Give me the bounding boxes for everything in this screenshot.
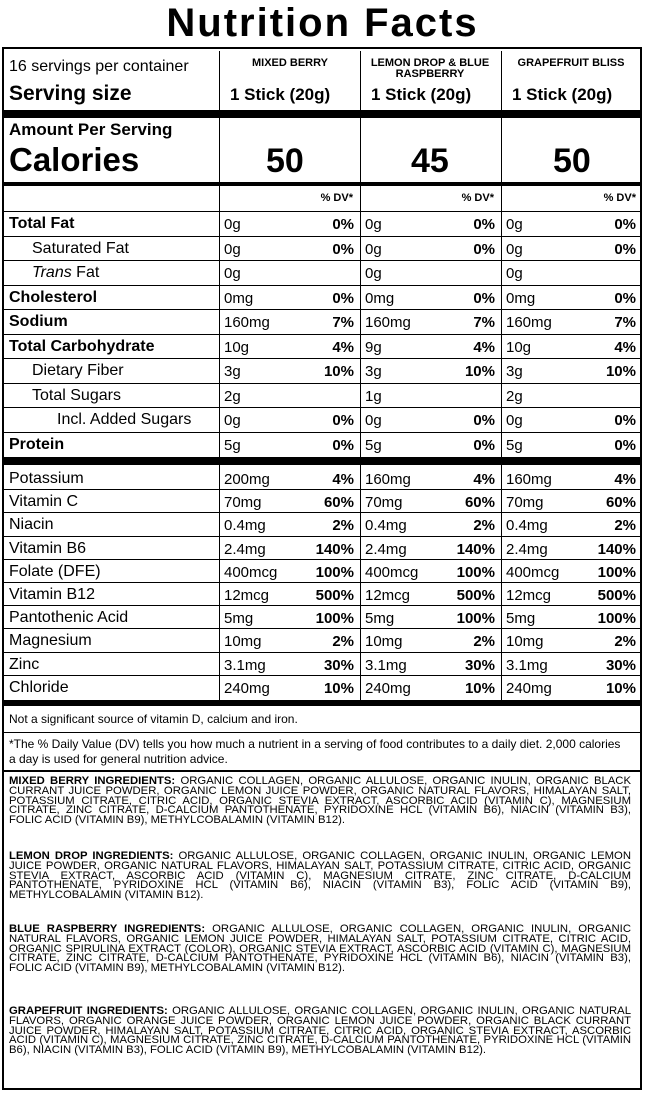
nutrient-dv: 0% (473, 216, 495, 233)
nutrient-dv: 2% (614, 517, 636, 535)
nutrient-label: Incl. Added Sugars (57, 411, 192, 428)
ingredients-text: ORGANIC ALLULOSE, ORGANIC COLLAGEN, ORGANIC INULIN, ORGANIC NATURAL FLAVORS, ORGANIC ORANGE JUICE POWDER, ORGANIC LEMON JUICE POWDER, ORGANIC BLACK CURRANT JUICE POWDER, HIMALAYAN SALT, POTASSIUM CITRATE, CITRIC ACID, ORGANIC STEVIA EXTRACT, ASCORBIC ACID (VITAMIN C), MAGNESIUM CITRATE, ZINC CITRATE, D-CALCIUM PANTOTHENATE, PYRIDOXINE HCL (VITAMIN B6), NIACIN (VITAMIN B3), FOLIC ACID (VITAMIN B9), METHYLCOBALAMIN (VITAMIN B12). (9, 1005, 632, 1057)
row-rule (4, 582, 640, 583)
calories-grapefruit: 50 (553, 142, 591, 180)
nutrient-amount: 0.4mg (365, 517, 407, 535)
row-rule (4, 236, 640, 237)
nutrient-dv: 4% (473, 471, 495, 488)
nutrient-label: Cholesterol (9, 288, 98, 306)
nutrient-dv: 7% (614, 314, 636, 331)
nutrient-dv: 30% (323, 656, 354, 674)
row-rule (4, 605, 640, 606)
nutrient-amount: 10mg (365, 633, 403, 651)
thick-rule (4, 110, 640, 118)
nutrient-label: Chloride (9, 678, 69, 696)
nutrient-label: Trans Fat (32, 264, 100, 281)
nutrient-amount: 0g (506, 265, 523, 282)
thick-rule (4, 700, 640, 706)
nutrient-amount: 2.4mg (506, 540, 548, 558)
ingredients-lemon-drop (9, 852, 631, 901)
row-rule (4, 260, 640, 261)
nutrient-dv: 100% (456, 563, 495, 581)
nutrient-amount: 400mcg (365, 563, 419, 581)
calories-mixed-berry: 50 (266, 142, 304, 180)
nutrient-amount: 2g (224, 387, 241, 405)
nutrient-amount: 0g (365, 412, 382, 429)
nutrient-amount: 0g (506, 240, 523, 258)
nutrient-amount: 0mg (365, 289, 395, 307)
nutrient-dv: 0% (332, 240, 354, 258)
thin-rule (4, 211, 640, 212)
nutrient-amount: 0mg (224, 289, 254, 307)
row-rule (4, 675, 640, 676)
ingredients-heading: GRAPEFRUIT INGREDIENTS: (9, 1005, 168, 1017)
row-rule (4, 536, 640, 537)
nutrient-dv: 0% (473, 436, 495, 454)
nutrient-dv: 10% (605, 363, 636, 380)
nutrient-dv: 2% (614, 633, 636, 651)
row-rule (4, 489, 640, 490)
nutrient-dv: 2% (332, 633, 354, 651)
nutrient-dv: 100% (597, 610, 636, 628)
nutrient-dv: 500% (456, 587, 495, 604)
ingredients-heading: MIXED BERRY INGREDIENTS: (9, 775, 176, 787)
nutrient-label: Zinc (9, 655, 40, 673)
nutrient-amount: 3g (506, 363, 523, 380)
flavor-name-mixed-berry: MIXED BERRY (252, 57, 328, 69)
nutrient-amount: 0g (365, 216, 382, 233)
nutrient-label: Niacin (9, 516, 54, 534)
nutrient-dv: 4% (614, 471, 636, 488)
nutrient-dv: 0% (332, 216, 354, 233)
nutrient-amount: 9g (365, 338, 382, 356)
nutrient-dv: 2% (473, 633, 495, 651)
row-rule (4, 432, 640, 433)
nutrient-amount: 0.4mg (506, 517, 548, 535)
nutrient-label: Vitamin B6 (9, 539, 87, 557)
servings-per-container: 16 servings per container (9, 58, 189, 75)
nutrient-dv: 140% (315, 540, 354, 558)
nutrient-label: Vitamin B12 (9, 586, 95, 603)
nutrient-amount: 3.1mg (224, 656, 266, 674)
thick-rule (4, 457, 640, 465)
nutrient-amount: 1g (365, 387, 382, 405)
ingredients-heading: BLUE RASPBERRY INGREDIENTS: (9, 923, 206, 935)
nutrient-amount: 12mcg (506, 587, 552, 604)
nutrient-amount: 0mg (506, 289, 536, 307)
serving-grapefruit: 1 Stick (20g) (512, 85, 613, 104)
nutrient-dv: 0% (614, 240, 636, 258)
serving-size-label: Serving size (9, 82, 132, 105)
label-title: Nutrition Facts (166, 1, 479, 45)
nutrient-label: Pantothenic Acid (9, 609, 129, 627)
nutrient-amount: 3g (224, 363, 241, 380)
row-rule (4, 309, 640, 310)
nutrient-dv: 0% (614, 216, 636, 233)
nutrient-amount: 0g (224, 412, 241, 429)
nutrient-dv: 0% (332, 436, 354, 454)
ingredients-heading: LEMON DROP INGREDIENTS: (9, 850, 174, 862)
nutrient-dv: 7% (473, 314, 495, 331)
nutrient-dv: 100% (456, 610, 495, 628)
nutrient-amount: 0g (365, 265, 382, 282)
nutrient-dv: 0% (473, 289, 495, 307)
nutrient-label: Dietary Fiber (32, 362, 124, 379)
column-divider (360, 51, 361, 700)
nutrient-amount: 2.4mg (224, 540, 266, 558)
nutrient-dv: 2% (332, 517, 354, 535)
row-rule (4, 383, 640, 384)
row-rule (4, 334, 640, 335)
nutrient-amount: 0g (224, 265, 241, 282)
nutrient-amount: 5g (365, 436, 382, 454)
nutrient-dv: 0% (614, 289, 636, 307)
ingredients-blue-raspberry (9, 925, 631, 974)
nutrient-amount: 160mg (365, 314, 411, 331)
nutrient-amount: 3g (365, 363, 382, 380)
nutrient-amount: 70mg (365, 494, 403, 512)
dv-header-3: % DV* (603, 192, 636, 204)
nutrient-dv: 7% (332, 314, 354, 331)
nutrient-dv: 10% (605, 679, 636, 697)
nutrient-label: Vitamin C (9, 493, 79, 511)
nutrient-dv: 100% (315, 610, 354, 628)
nutrient-amount: 5mg (506, 610, 536, 628)
nutrient-dv: 100% (315, 563, 354, 581)
nutrient-amount: 0.4mg (224, 517, 266, 535)
nutrient-dv: 4% (614, 338, 636, 356)
row-rule (4, 652, 640, 653)
nutrient-amount: 0g (506, 412, 523, 429)
nutrient-dv: 0% (614, 412, 636, 429)
nutrient-dv: 0% (614, 436, 636, 454)
nutrient-amount: 240mg (224, 679, 270, 697)
nutrient-label: Folate (DFE) (9, 562, 101, 580)
nutrient-label: Potassium (9, 470, 84, 487)
nutrient-dv: 10% (464, 363, 495, 380)
nutrient-amount: 0g (506, 216, 523, 233)
nutrient-dv: 2% (473, 517, 495, 535)
rule (4, 770, 640, 772)
row-rule (4, 512, 640, 513)
nutrient-dv: 0% (473, 412, 495, 429)
nutrient-amount: 10mg (224, 633, 262, 651)
nutrient-amount: 240mg (365, 679, 411, 697)
row-rule (4, 628, 640, 629)
nutrient-label: Protein (9, 435, 65, 453)
nutrient-amount: 12mcg (224, 587, 270, 604)
medium-rule (4, 182, 640, 186)
ingredients-text: ORGANIC COLLAGEN, ORGANIC ALLULOSE, ORGANIC INULIN, ORGANIC BLACK CURRANT JUICE POWDER, ORGANIC LEMON JUICE POWDER, ORGANIC NATURAL FLAVORS, HIMALAYAN SALT, POTASSIUM CITRATE, CITRIC ACID, ORGANIC STEVIA EXTRACT, ASCORBIC ACID (VITAMIN C), MAGNESIUM CITRATE, ZINC CITRATE, D-CALCIUM PANTOTHENATE, PYRIDOXINE HCL (VITAMIN B6), NIACIN (VITAMIN B3), FOLIC ACID (VITAMIN B9), METHYLCOBALAMIN (VITAMIN B12). (9, 775, 631, 827)
nutrient-dv: 4% (332, 471, 354, 488)
dv-header-1: % DV* (320, 192, 353, 204)
row-rule (4, 285, 640, 286)
column-divider (501, 51, 502, 700)
nutrient-dv: 0% (473, 240, 495, 258)
flavor-name-lemon-blue: LEMON DROP & BLUE RASPBERRY (370, 57, 490, 80)
column-divider (219, 51, 220, 700)
thin-rule (4, 732, 640, 733)
row-rule (4, 407, 640, 408)
calories-lemon-blue: 45 (411, 142, 449, 180)
nutrient-dv: 10% (323, 679, 354, 697)
nutrient-label: Magnesium (9, 632, 92, 650)
nutrient-amount: 200mg (224, 471, 270, 488)
nutrient-dv: 500% (597, 587, 636, 604)
nutrient-amount: 70mg (506, 494, 544, 512)
ingredients-grapefruit (9, 1007, 631, 1056)
nutrient-amount: 5mg (224, 610, 254, 628)
nutrient-dv: 60% (323, 494, 354, 512)
nutrient-dv: 30% (464, 656, 495, 674)
nutrient-amount: 12mcg (365, 587, 411, 604)
nutrient-label: Sodium (9, 313, 68, 330)
nutrient-label: Total Fat (9, 215, 75, 232)
nutrient-amount: 2g (506, 387, 523, 405)
nutrient-amount: 0g (224, 216, 241, 233)
not-significant-note: Not a significant source of vitamin D, calcium and iron. (9, 712, 298, 726)
nutrient-dv: 140% (456, 540, 495, 558)
nutrient-amount: 5mg (365, 610, 395, 628)
ingredients-text: ORGANIC ALLULOSE, ORGANIC COLLAGEN, ORGANIC INULIN, ORGANIC LEMON JUICE POWDER, ORGANIC NATURAL FLAVORS, HIMALAYAN SALT, POTASSIUM CITRATE, CITRIC ACID, ORGANIC STEVIA EXTRACT, ASCORBIC ACID (VITAMIN C), MAGNESIUM CITRATE, ZINC CITRATE, D-CALCIUM PANTOTHENATE, PYRIDOXINE HCL (VITAMIN B6), NIACIN (VITAMIN B3), FOLIC ACID (VITAMIN B9), METHYLCOBALAMIN (VITAMIN B12). (9, 850, 631, 902)
nutrient-dv: 0% (332, 289, 354, 307)
serving-mixed-berry: 1 Stick (20g) (230, 85, 331, 104)
nutrient-amount: 3.1mg (506, 656, 548, 674)
nutrient-amount: 400mcg (506, 563, 560, 581)
row-rule (4, 358, 640, 359)
nutrient-amount: 400mcg (224, 563, 278, 581)
dv-footnote: *The % Daily Value (DV) tells you how much a nutrient in a serving of food contributes to a daily diet. 2,000 calories a day is used for general nutrition advice. (9, 737, 621, 766)
nutrient-amount: 70mg (224, 494, 262, 512)
nutrient-amount: 3.1mg (365, 656, 407, 674)
dv-header-2: % DV* (461, 192, 494, 204)
nutrient-amount: 160mg (365, 471, 411, 488)
calories-label: Calories (9, 141, 140, 178)
nutrient-dv: 4% (332, 338, 354, 356)
nutrient-label: Total Carbohydrate (9, 337, 155, 355)
nutrient-dv: 30% (605, 656, 636, 674)
nutrient-amount: 160mg (224, 314, 270, 331)
nutrient-amount: 0g (365, 240, 382, 258)
nutrient-dv: 0% (332, 412, 354, 429)
nutrient-label: Saturated Fat (32, 239, 129, 257)
nutrient-amount: 160mg (506, 471, 552, 488)
nutrient-amount: 5g (506, 436, 523, 454)
nutrient-amount: 240mg (506, 679, 552, 697)
nutrient-amount: 160mg (506, 314, 552, 331)
nutrient-dv: 60% (464, 494, 495, 512)
nutrient-dv: 140% (597, 540, 636, 558)
nutrient-amount: 10mg (506, 633, 544, 651)
serving-lemon-blue: 1 Stick (20g) (371, 85, 472, 104)
amount-per-serving: Amount Per Serving (9, 120, 173, 139)
nutrient-dv: 60% (605, 494, 636, 512)
nutrient-amount: 10g (506, 338, 532, 356)
nutrient-dv: 100% (597, 563, 636, 581)
ingredients-text: ORGANIC ALLULOSE, ORGANIC COLLAGEN, ORGANIC INULIN, ORGANIC NATURAL FLAVORS, ORGANIC LEMON JUICE POWDER, HIMALAYAN SALT, POTASSIUM CITRATE, CITRIC ACID, ORGANIC SPIRULINA EXTRACT (COLOR), ORGANIC STEVIA EXTRACT, ASCORBIC ACID (VITAMIN C), MAGNESIUM CITRATE, ZINC CITRATE, D-CALCIUM PANTOTHENATE, PYRIDOXINE HCL (VITAMIN B6), NIACIN (VITAMIN B3), FOLIC ACID (VITAMIN B9), METHYLCOBALAMIN (VITAMIN B12). (9, 923, 631, 975)
flavor-name-grapefruit: GRAPEFRUIT BLISS (517, 57, 625, 69)
ingredients-mixed-berry (9, 777, 631, 826)
nutrient-amount: 0g (224, 240, 241, 258)
row-rule (4, 559, 640, 560)
nutrient-dv: 10% (323, 363, 354, 380)
nutrient-amount: 2.4mg (365, 540, 407, 558)
nutrient-dv: 10% (464, 679, 495, 697)
nutrient-amount: 10g (224, 338, 250, 356)
facts-panel (2, 47, 642, 1090)
nutrient-dv: 500% (315, 587, 354, 604)
nutrient-dv: 4% (473, 338, 495, 356)
nutrient-label: Total Sugars (32, 386, 121, 404)
nutrient-amount: 5g (224, 436, 241, 454)
